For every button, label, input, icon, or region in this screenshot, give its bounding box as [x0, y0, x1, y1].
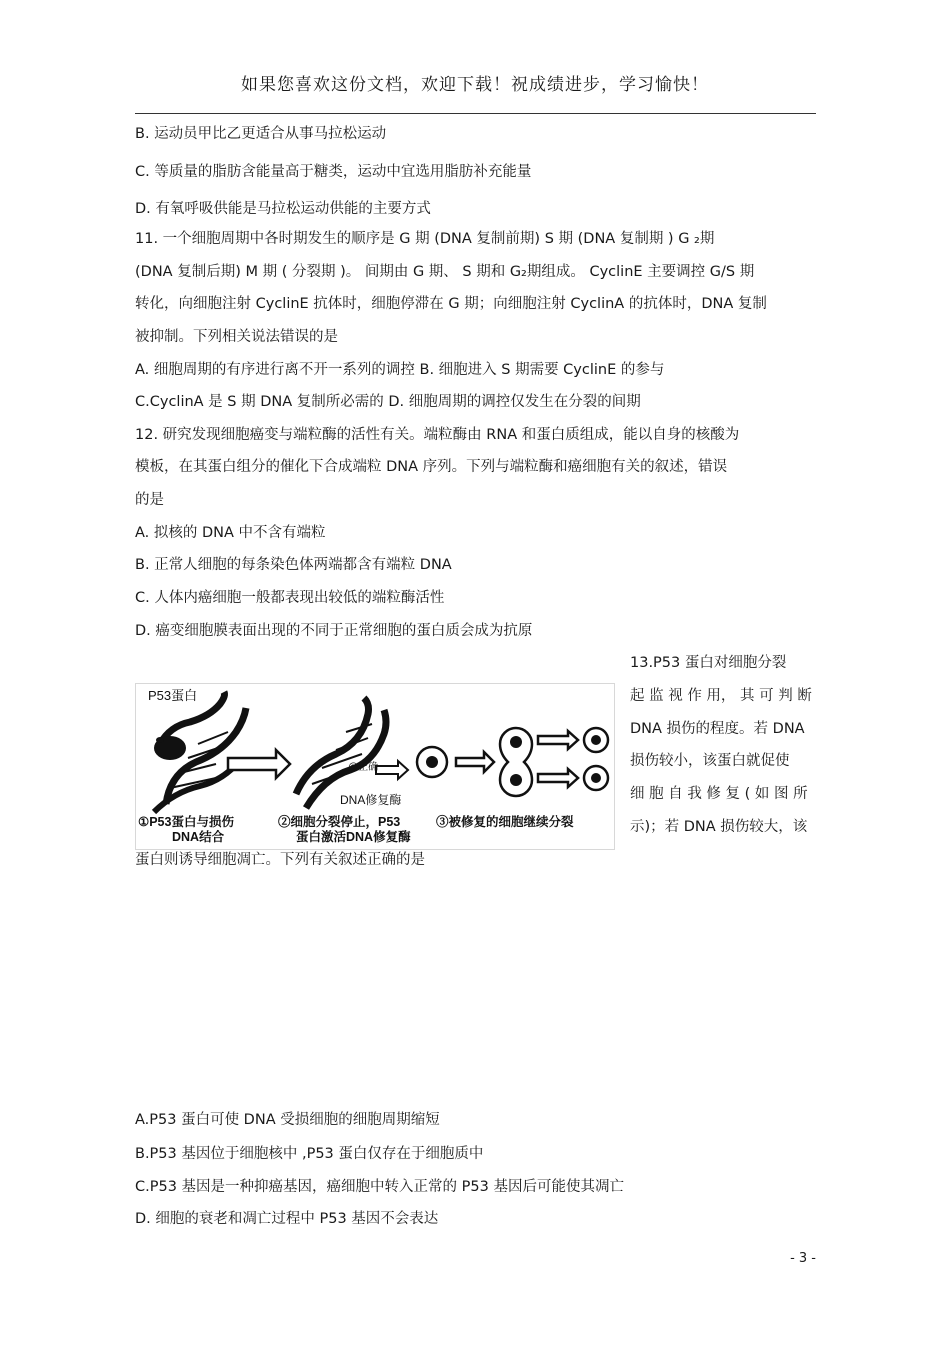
cell-icon — [417, 747, 447, 777]
step-2-caption-line-2: 蛋白激活DNA修复酶 — [296, 830, 411, 844]
text-line: 12. 研究发现细胞癌变与端粒酶的活性有关。端粒酶由 RNA 和蛋白质组成，能以自身的核酸为 — [135, 427, 740, 443]
text-line: D. 有氧呼吸供能是马拉松运动供能的主要方式 — [135, 201, 431, 217]
arrow-icon — [376, 761, 408, 779]
text-line: (DNA 复制后期) M 期 ( 分裂期 )。 间期由 G 期、 S 期和 G₂期组成。 CyclinE 主要调控 G/S 期 — [135, 264, 755, 280]
text-line: 11. 一个细胞周期中各时期发生的顺序是 G 期 (DNA 复制前期) S 期 (DNA 复制期 ) G ₂期 — [135, 231, 715, 247]
text-line: 蛋白则诱导细胞凋亡。下列有关叙述正确的是 — [135, 852, 425, 868]
page-header: 如果您喜欢这份文档，欢迎下载！祝成绩进步，学习愉快！ — [241, 75, 709, 95]
step-3-caption: ③被修复的细胞继续分裂 — [436, 815, 574, 829]
text-line: A.P53 蛋白可使 DNA 受损细胞的细胞周期缩短 — [135, 1112, 440, 1128]
step-2-caption-line-1: ②细胞分裂停止，P53 — [278, 815, 401, 829]
arrow-icon — [538, 769, 578, 787]
text-line: C.P53 基因是一种抑癌基因，癌细胞中转入正常的 P53 基因后可能使其凋亡 — [135, 1179, 624, 1195]
text-line: D. 癌变细胞膜表面出现的不同于正常细胞的蛋白质会成为抗原 — [135, 623, 533, 639]
text-line: B. 运动员甲比乙更适合从事马拉松运动 — [135, 126, 387, 142]
dna-repair-enzyme-label: DNA修复酶 — [340, 793, 402, 807]
text-line: 细 胞 自 我 修 复 ( 如 图 所 — [630, 786, 808, 802]
text-line: C. 等质量的脂肪含能量高于糖类，运动中宜选用脂肪补充能量 — [135, 164, 532, 180]
text-line: 模板，在其蛋白组分的催化下合成端粒 DNA 序列。下列与端粒酶和癌细胞有关的叙述，错误 — [135, 459, 728, 475]
small-arrow-label: @正确 — [348, 762, 379, 773]
text-line: 被抑制。下列相关说法错误的是 — [135, 329, 338, 345]
daughter-cell-icon — [584, 766, 608, 790]
arrow-icon — [228, 750, 290, 778]
text-line: 的是 — [135, 492, 164, 508]
page-number: - 3 - — [790, 1251, 816, 1266]
text-line: B.P53 基因位于细胞核中 ,P53 蛋白仅存在于细胞质中 — [135, 1146, 484, 1162]
text-line: 示)；若 DNA 损伤较大，该 — [630, 819, 808, 835]
text-line: 起 监 视 作 用， 其 可 判 断 — [630, 688, 812, 704]
arrow-icon — [538, 731, 578, 749]
step-1-caption-line-1: ①P53蛋白与损伤 — [138, 815, 234, 829]
text-line: 损伤较小，该蛋白就促使 — [630, 753, 790, 769]
damaged-dna-icon — [154, 692, 246, 812]
step-1-caption-line-2: DNA结合 — [172, 830, 225, 844]
diagram-title: P53蛋白 — [148, 688, 198, 703]
text-line: 转化，向细胞注射 CyclinE 抗体时，细胞停滞在 G 期；向细胞注射 CyclinA 的抗体时，DNA 复制 — [135, 296, 767, 312]
text-line: A. 细胞周期的有序进行离不开一系列的调控 B. 细胞进入 S 期需要 CyclinE 的参与 — [135, 362, 665, 378]
text-line: B. 正常人细胞的每条染色体两端都含有端粒 DNA — [135, 557, 452, 573]
dividing-cell-icon — [500, 728, 532, 796]
dna-helix-icon — [296, 698, 386, 808]
text-line: 13.P53 蛋白对细胞分裂 — [630, 655, 787, 671]
text-line: A. 拟核的 DNA 中不含有端粒 — [135, 525, 326, 541]
daughter-cell-icon — [584, 728, 608, 752]
text-line: DNA 损伤的程度。若 DNA — [630, 721, 805, 737]
text-line: C. 人体内癌细胞一般都表现出较低的端粒酶活性 — [135, 590, 445, 606]
arrow-icon — [456, 752, 494, 772]
text-line: C.CyclinA 是 S 期 DNA 复制所必需的 D. 细胞周期的调控仅发生在分裂的间期 — [135, 394, 641, 410]
p53-diagram-svg — [136, 684, 614, 849]
header-rule — [135, 113, 816, 114]
p53-diagram — [135, 683, 615, 850]
text-line: D. 细胞的衰老和凋亡过程中 P53 基因不会表达 — [135, 1211, 439, 1227]
